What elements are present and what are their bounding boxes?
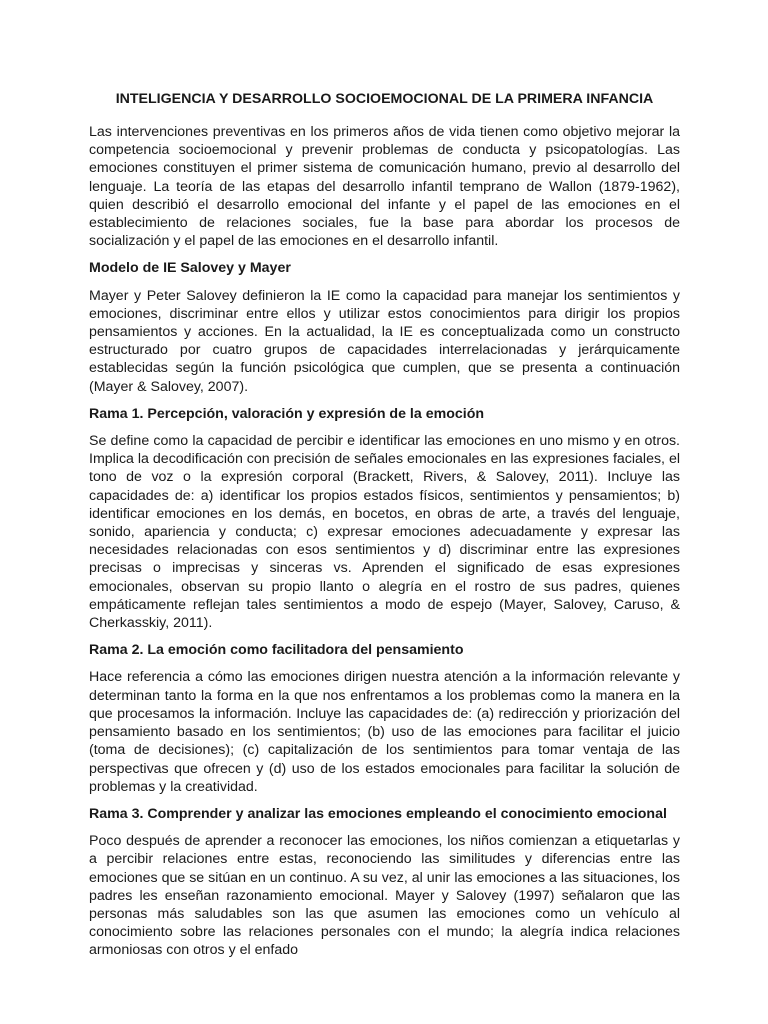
section-paragraph-rama-2: Hace referencia a cómo las emociones dirigen nuestra atención a la información relevante y determinan tanto la forma en la que nos enfrentamos a los problemas como la manera en la que procesamos la información. Incluye las capacidades de: (a) redirección y priorización del pensamiento basado en los sentimientos; (b) uso de las emociones para facilitar el juicio (toma de decisiones); (c) capitalización de los sentimientos para tomar ventaja de las perspectivas que ofrecen y (d) uso de los estados emocionales para facilitar la solución de problemas y la creatividad. xyxy=(89,669,680,795)
section-heading-rama-1: Rama 1. Percepción, valoración y expresión de la emoción xyxy=(89,405,485,422)
section-paragraph-salovey-mayer: Mayer y Peter Salovey definieron la IE como la capacidad para manejar los sentimientos y emociones, discriminar entre ellos y utilizar estos conocimientos para dirigir los propios pensamientos y acciones. En la actualidad, la IE es conceptualizada como un constructo estructurado por cuatro grupos de capacidades interrelacionadas y jerárquicamente establecidas según la función psicológica que cumplen, que se presenta a continuación (Mayer & Salovey, 2007). xyxy=(89,287,680,395)
section-paragraph-rama-1: Se define como la capacidad de percibir e identificar las emociones en uno mismo y en otros. Implica la decodificación con precisión de señales emocionales en las expresiones faciales, el tono de voz o la expresión corporal (Brackett, Rivers, & Salovey, 2011). Incluye las capacidades de: a) identificar los propios estados físicos, sentimientos y pensamientos; b) identificar emociones en los demás, en bocetos, en obras de arte, a través del lenguaje, sonido, apariencia y conducta; c) expresar emociones adecuadamente y expresar las necesidades relacionadas con esos sentimientos y d) discriminar entre las expresiones precisas o imprecisas y sinceras vs. Aprenden el significado de esas expresiones emocionales, observan su propio llanto o alegría en el rostro de sus padres, quienes empáticamente reflejan tales sentimientos a modo de espejo (Mayer, Salovey, Caruso, & Cherkasskiy, 2011). xyxy=(89,433,680,632)
intro-paragraph: Las intervenciones preventivas en los primeros años de vida tienen como objetivo mejorar la competencia socioemocional y prevenir problemas de conducta y psicopatologías. Las emociones constituyen el primer sistema de comunicación humano, previo al desarrollo del lenguaje. La teoría de las etapas del desarrollo infantil temprano de Wallon (1879-1962), quien describió el desarrollo emocional del infante y el papel de las emociones en el establecimiento de relaciones sociales, fue la base para abordar los procesos de socialización y el papel de las emociones en el desarrollo infantil. xyxy=(89,124,680,250)
section-paragraph-rama-3: Poco después de aprender a reconocer las emociones, los niños comienzan a etiquetarlas y a percibir relaciones entre estas, reconociendo las similitudes y diferencias entre las emociones que se sitúan en un continuo. A su vez, al unir las emociones a las situaciones, los padres les enseñan razonamiento emocional. Mayer y Salovey (1997) señalaron que las personas más saludables son las que asumen las emociones como un vehículo al conocimiento sobre las relaciones personales con el mundo; la alegría indica relaciones armoniosas con otros y el enfado xyxy=(89,833,680,959)
section-heading-rama-2: Rama 2. La emoción como facilitadora del pensamiento xyxy=(89,642,464,659)
document-title: INTELIGENCIA Y DESARROLLO SOCIOEMOCIONAL DE LA PRIMERA INFANCIA xyxy=(115,91,654,107)
section-heading-salovey-mayer: Modelo de IE Salovey y Mayer xyxy=(89,260,291,277)
section-heading-rama-3: Rama 3. Comprender y analizar las emociones empleando el conocimiento emocional xyxy=(89,805,667,822)
